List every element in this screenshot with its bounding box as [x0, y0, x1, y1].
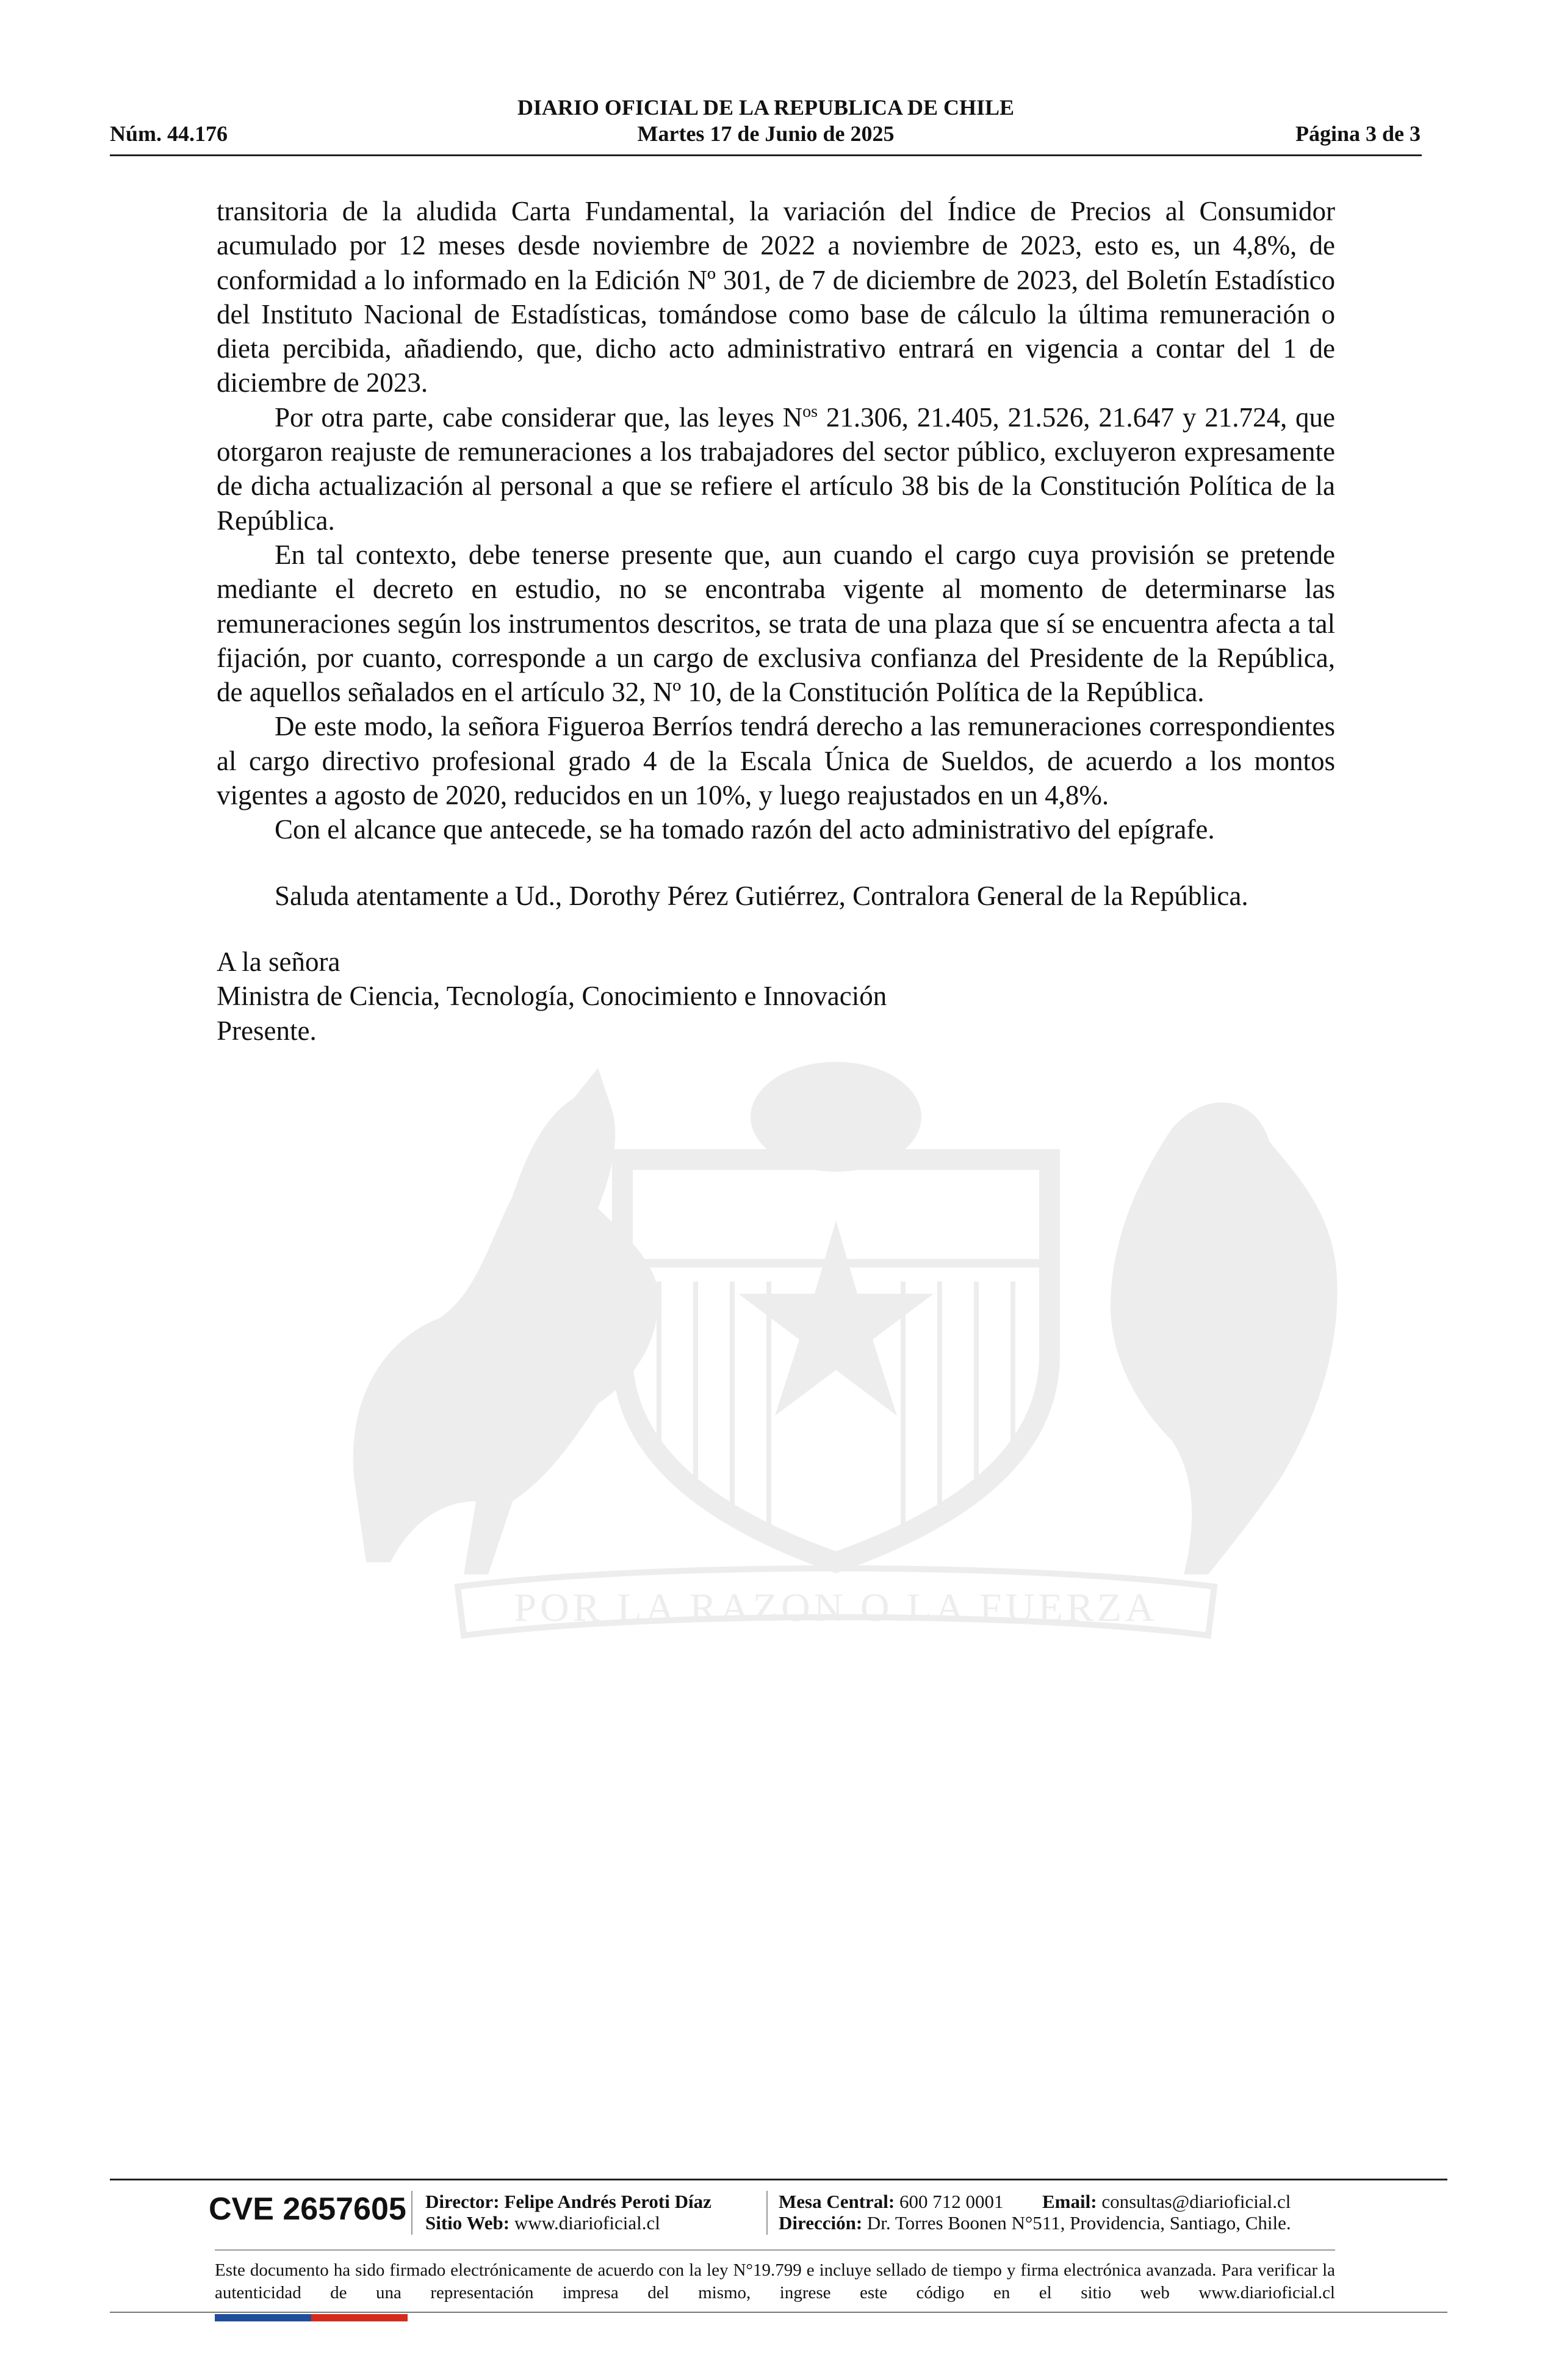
paragraph-2-start: Por otra parte, cabe considerar que, las leyes N: [275, 402, 803, 433]
cve-code: CVE 2657605: [209, 2191, 406, 2227]
paragraph-1: transitoria de la aludida Carta Fundamental, la variación del Índice de Precios al Consumidor acumulado por 12 meses desde noviembre de 2022 a noviembre de 2023, esto es, un 4,8%, de conformidad a lo informado en la Edición Nº 301, de 7 de diciembre de 2023, del Boletín Estadístico del Instituto Nacional de Estadísticas, tomándose como base de cálculo la última remuneración o dieta percibida, añadiendo, que, dicho acto administrativo entrará en vigencia a contar del 1 de diciembre de 2023.: [217, 196, 1335, 398]
footer-separator: [411, 2191, 412, 2235]
motto-text: POR LA RAZON O LA FUERZA: [514, 1585, 1158, 1630]
electronic-signature-notice: Este documento ha sido firmado electrónicamente de acuerdo con la ley N°19.799 e incluye sellado de tiempo y firma electrónica avanzada. Para verificar la autenticidad de una representación impresa del mismo, ingrese este código en el sitio web www.diarioficial.cl: [215, 2260, 1335, 2302]
paragraph-2-end: 21.306, 21.405, 21.526, 21.647 y 21.724, que otorgaron reajuste de remuneraciones a los trabajadores del sector público, excluyeron expresamente de dicha actualización al personal a que se refiere el artículo 38 bis de la Constitución Política de la República.: [217, 402, 1335, 536]
website-label: Sitio Web:: [425, 2212, 510, 2234]
document-body: [217, 194, 1335, 1048]
plural-superscript: os: [802, 402, 818, 421]
flag-stripe-red: [311, 2314, 408, 2321]
recipient-line: A la señora: [217, 946, 340, 977]
paragraph-4: De este modo, la señora Figueroa Berríos tendrá derecho a las remuneraciones correspondientes al cargo directivo profesional grado 4 de la Escala Única de Sueldos, de acuerdo a los montos vigentes a agosto de 2020, reducidos en un 10%, y luego reajustados en un 4,8%.: [217, 711, 1335, 811]
gazette-title: DIARIO OFICIAL DE LA REPUBLICA DE CHILE: [517, 95, 1015, 120]
address-value: Dr. Torres Boonen N°511, Providencia, Santiago, Chile.: [866, 2212, 1291, 2234]
footer-website: [425, 2212, 660, 2234]
paragraph-5: Con el alcance que antecede, se ha tomado razón del acto administrativo del epígrafe.: [275, 814, 1215, 845]
issue-number: Núm. 44.176: [110, 121, 228, 146]
email-link[interactable]: consultas@diarioficial.cl: [1101, 2191, 1291, 2212]
issue-date: Martes 17 de Junio de 2025: [637, 121, 895, 146]
page-number: Página 3 de 3: [1295, 121, 1421, 146]
recipient-line: Ministra de Ciencia, Tecnología, Conocimiento e Innovación: [217, 981, 887, 1012]
paragraph-2: [217, 400, 1335, 538]
footer-address: [779, 2212, 1291, 2234]
condor-figure: [1111, 1102, 1338, 1574]
footer-director: [425, 2191, 711, 2213]
flag-stripe-blue: [215, 2314, 311, 2321]
recipient-block: [217, 945, 1335, 1048]
address-label: Dirección:: [779, 2212, 863, 2234]
coat-of-arms-watermark: [256, 976, 1349, 1666]
phone-number: 600 712 0001: [899, 2191, 1004, 2212]
paragraph-3: En tal contexto, debe tenerse presente que, aun cuando el cargo cuya provisión se pretende mediante el decreto en estudio, no se encontraba vigente al momento de determinarse las remuneraciones según los instrumentos descritos, se trata de una plaza que sí se encuentra afecta a tal fijación, por cuanto, corresponde a un cargo de exclusiva confianza del Presidente de la República, de aquellos señalados en el artículo 32, Nº 10, de la Constitución Política de la República.: [217, 539, 1335, 708]
website-link[interactable]: www.diarioficial.cl: [514, 2212, 660, 2234]
footer-bottom-divider: [110, 2312, 1447, 2313]
footer-inner-divider: [215, 2249, 1335, 2251]
recipient-line: Presente.: [217, 1015, 317, 1046]
signature-line: Saluda atentamente a Ud., Dorothy Pérez Gutiérrez, Contralora General de la República.: [275, 880, 1248, 911]
flag-color-bar: [215, 2314, 408, 2321]
footer-separator: [766, 2191, 768, 2235]
phone-label: Mesa Central:: [779, 2191, 895, 2212]
email-label: Email:: [1042, 2191, 1097, 2212]
header-divider: [110, 154, 1422, 156]
footer-divider: [110, 2179, 1447, 2180]
director-name: Felipe Andrés Peroti Díaz: [504, 2191, 711, 2212]
footer-email: [1042, 2191, 1291, 2213]
director-label: Director:: [425, 2191, 500, 2212]
footer-phone: [779, 2191, 1004, 2213]
